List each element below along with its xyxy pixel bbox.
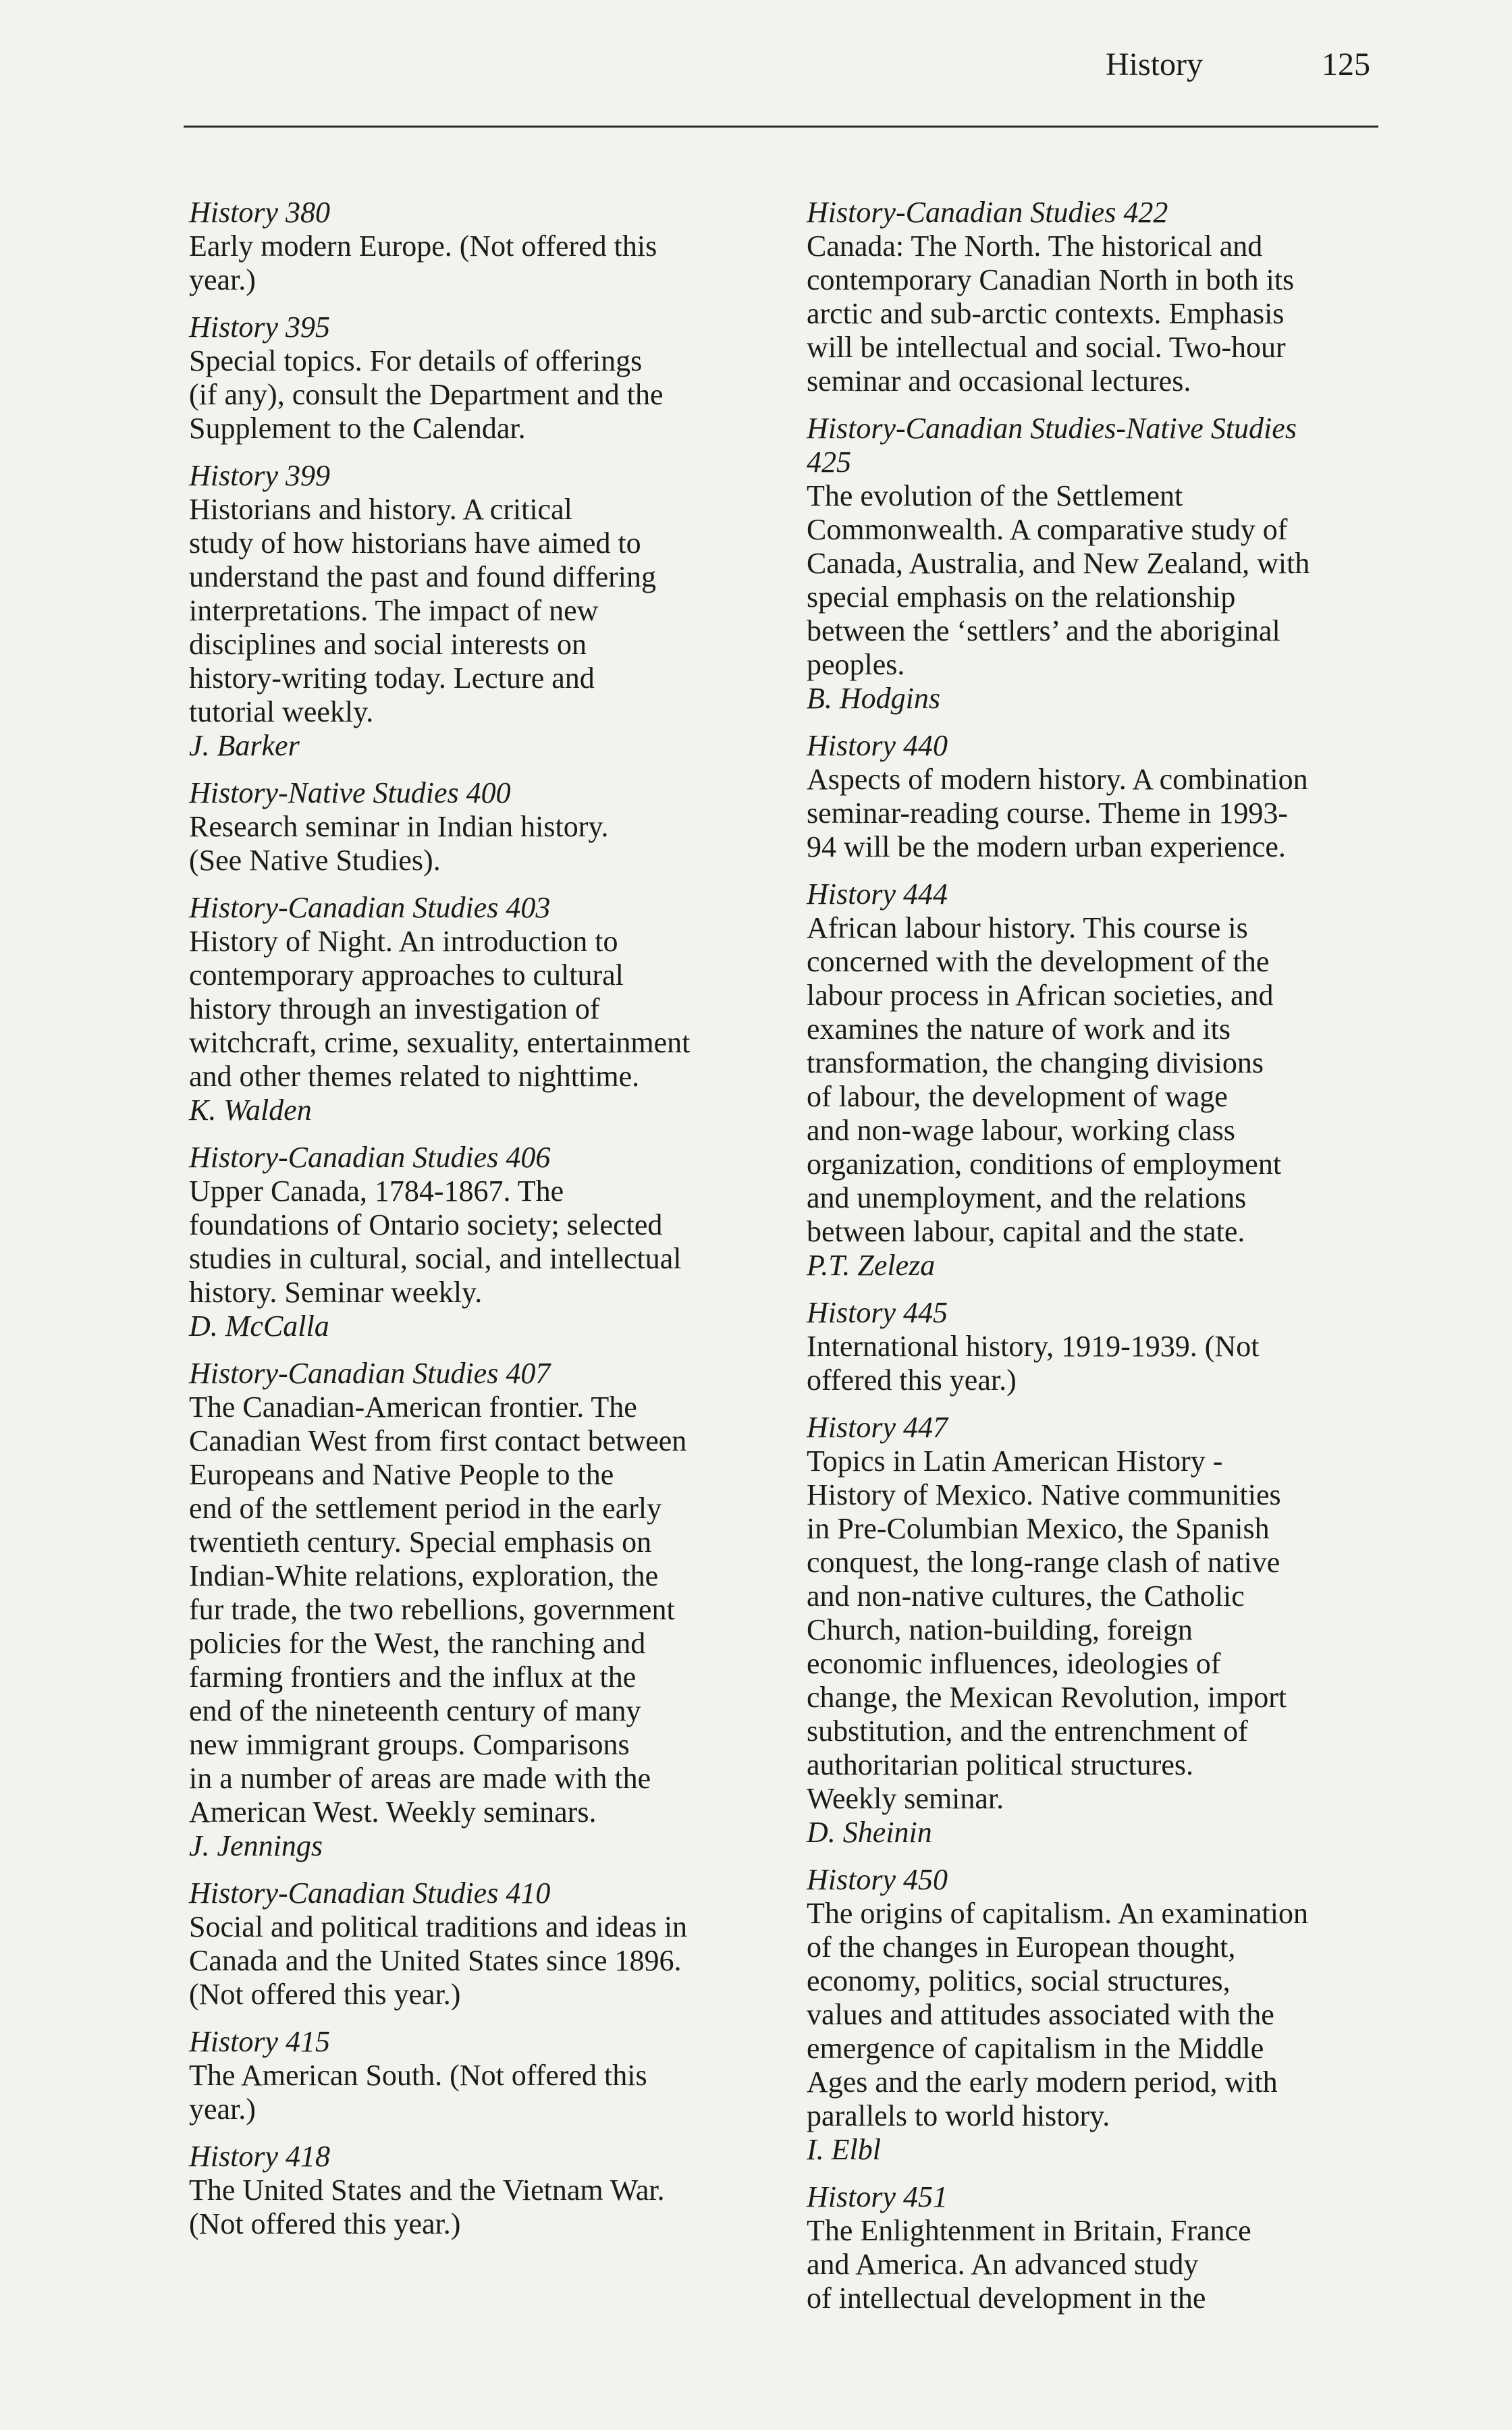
course-entry <box>807 412 1387 716</box>
course-instructor: J. Jennings <box>189 1829 323 1862</box>
course-instructor: P.T. Zeleza <box>807 1249 936 1282</box>
course-description: The origins of capitalism. An examination of the changes in European thought, economy, politics, social structures, values and attitudes associated with the emergence of capitalism in the Middle Ages and the early modern period, with parallels to world history. <box>807 1897 1308 2132</box>
course-entry <box>807 2180 1387 2315</box>
course-entry <box>189 891 770 1127</box>
course-entry <box>807 1296 1387 1397</box>
course-entry <box>189 196 770 297</box>
course-title: History 415 <box>189 2025 330 2058</box>
course-title: History-Native Studies 400 <box>189 776 511 809</box>
course-entry <box>189 2140 770 2241</box>
course-description: The Canadian-American frontier. The Canadian West from first contact between Europeans and Native People to the end of the settlement period in the early twentieth century. Special emphasis on Indian-White relations, exploration, the fur trade, the two rebellions, government policies for the West, the ranching and farming frontiers and the influx at the end of the nineteenth century of many new immigrant groups. Comparisons in a number of areas are made with the American West. Weekly seminars. <box>189 1390 687 1829</box>
course-entry <box>189 1877 770 2012</box>
right-column <box>807 196 1387 2329</box>
course-entry <box>807 729 1387 864</box>
course-instructor: I. Elbl <box>807 2133 881 2166</box>
course-title: History 395 <box>189 310 330 344</box>
course-description: Canada: The North. The historical and contemporary Canadian North in both its arctic and sub-arctic contexts. Emphasis will be intellectual and social. Two-hour seminar and occasional lectures. <box>807 230 1295 398</box>
course-description: Special topics. For details of offerings (if any), consult the Department and the Supplement to the Calendar. <box>189 344 664 445</box>
course-title: History-Canadian Studies 403 <box>189 891 551 924</box>
course-title: History 444 <box>807 878 948 911</box>
course-description: International history, 1919-1939. (Not offered this year.) <box>807 1330 1260 1397</box>
course-description: The evolution of the Settlement Commonwealth. A comparative study of Canada, Australia, and New Zealand, with special emphasis on the relationship between the ‘settlers’ and the aboriginal peoples. <box>807 479 1310 681</box>
course-title: History 440 <box>807 729 948 762</box>
page-number: 125 <box>1322 47 1370 82</box>
course-description: Aspects of modern history. A combination seminar-reading course. Theme in 1993- 94 will be the modern urban experience. <box>807 763 1308 863</box>
course-title: History-Canadian Studies 407 <box>189 1357 551 1390</box>
course-title: History 445 <box>807 1296 948 1329</box>
course-title: History 451 <box>807 2180 948 2213</box>
course-description: Early modern Europe. (Not offered this year.) <box>189 230 657 296</box>
course-title: History-Canadian Studies 406 <box>189 1141 551 1174</box>
course-entry <box>189 459 770 763</box>
course-description: The United States and the Vietnam War. (Not offered this year.) <box>189 2174 665 2240</box>
course-entry <box>189 2025 770 2126</box>
course-description: History of Night. An introduction to contemporary approaches to cultural history through an investigation of witchcraft, crime, sexuality, entertainment and other themes related to nighttime. <box>189 925 691 1093</box>
course-entry <box>807 1411 1387 1850</box>
left-column <box>189 196 770 2254</box>
course-description: Topics in Latin American History - History of Mexico. Native communities in Pre-Columbian Mexico, the Spanish conquest, the long-range clash of native and non-native cultures, the Catholic Church, nation-building, foreign economic influences, ideologies of change, the Mexican Revolution, import substitution, and the entrenchment of authoritarian political structures. Weekly seminar. <box>807 1444 1287 1815</box>
course-entry <box>807 196 1387 398</box>
course-instructor: B. Hodgins <box>807 682 940 715</box>
course-instructor: D. McCalla <box>189 1310 329 1343</box>
course-instructor: K. Walden <box>189 1094 312 1127</box>
course-title: History 447 <box>807 1411 948 1444</box>
course-entry <box>189 776 770 878</box>
course-description: The Enlightenment in Britain, France and America. An advanced study of intellectual development in the <box>807 2214 1251 2315</box>
course-description: Research seminar in Indian history. (See Native Studies). <box>189 810 609 877</box>
course-title: History 380 <box>189 196 330 229</box>
course-entry <box>189 310 770 446</box>
course-entry <box>807 1863 1387 2167</box>
course-description: Historians and history. A critical study of how historians have aimed to understand the past and found differing interpretations. The impact of new disciplines and social interests on history-writing today. Lecture and tutorial weekly. <box>189 493 657 728</box>
course-title: History-Canadian Studies 422 <box>807 196 1168 229</box>
course-entry <box>807 878 1387 1282</box>
running-head-section: History <box>1106 47 1203 82</box>
course-title: History-Canadian Studies 410 <box>189 1877 551 1910</box>
course-instructor: J. Barker <box>189 729 300 762</box>
course-title: History 418 <box>189 2140 330 2173</box>
course-description: Social and political traditions and ideas in Canada and the United States since 1896. (Not offered this year.) <box>189 1910 688 2011</box>
page-header <box>0 42 1512 96</box>
course-description: Upper Canada, 1784-1867. The foundations of Ontario society; selected studies in cultural, social, and intellectual history. Seminar weekly. <box>189 1174 682 1309</box>
course-description: The American South. (Not offered this year.) <box>189 2059 647 2126</box>
course-description: African labour history. This course is concerned with the development of the labour process in African societies, and examines the nature of work and its transformation, the changing divisions of labour, the development of wage and non-wage labour, working class organization, conditions of employment and unemployment, and the relations between labour, capital and the state. <box>807 911 1282 1248</box>
course-title: History-Canadian Studies-Native Studies 425 <box>807 412 1297 479</box>
course-title: History 399 <box>189 459 330 492</box>
course-instructor: D. Sheinin <box>807 1816 932 1849</box>
header-rule <box>184 126 1378 128</box>
course-entry <box>189 1141 770 1343</box>
course-entry <box>189 1357 770 1863</box>
course-title: History 450 <box>807 1863 948 1896</box>
